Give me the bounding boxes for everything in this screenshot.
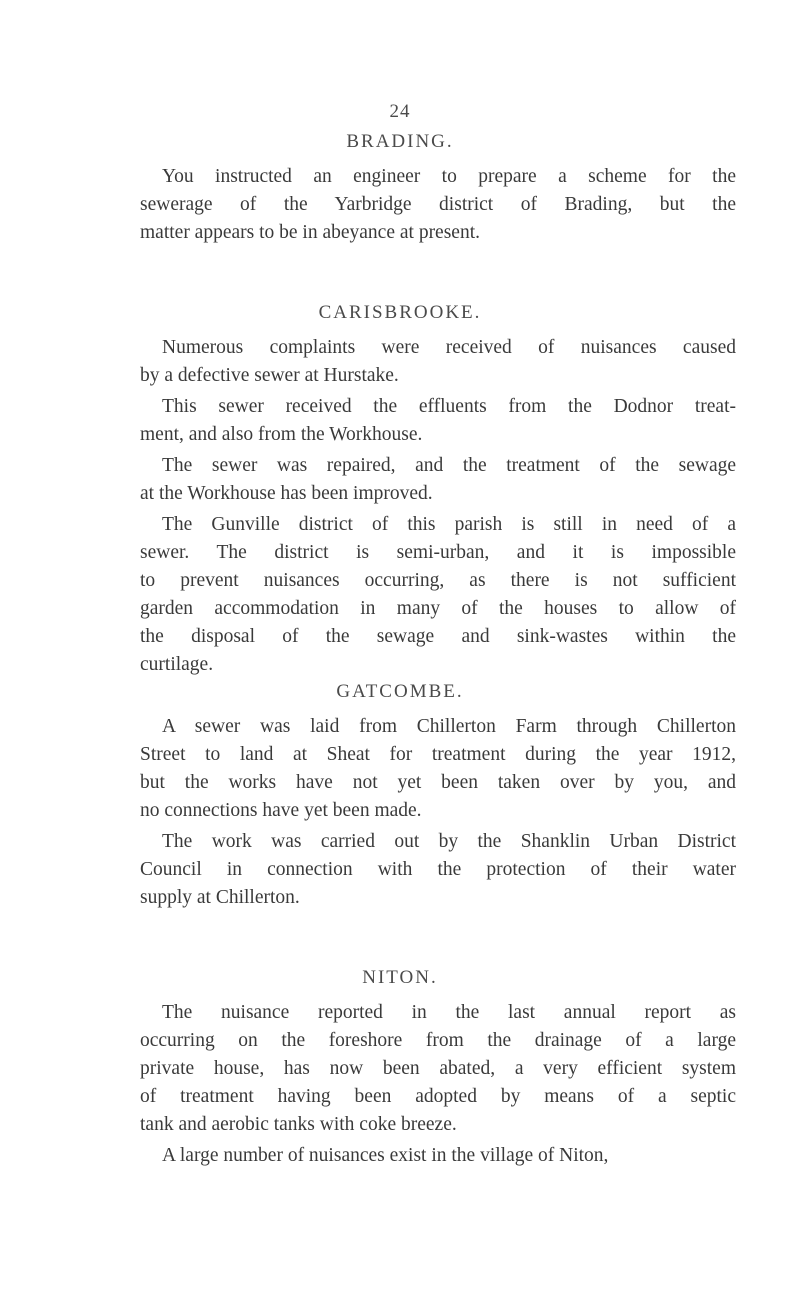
section-heading-gatcombe: GATCOMBE. — [336, 681, 464, 702]
section-heading-brading: BRADING. — [346, 131, 454, 152]
page-number: 24 — [389, 101, 411, 122]
paragraph-gatcombe-1 — [140, 713, 736, 825]
text-line: A large number of nuisances exist in the village of Niton, — [162, 1145, 609, 1166]
text-line: Street to land at Sheat for treatment during the year 1912, — [140, 744, 736, 765]
text-line: You instructed an engineer to prepare a scheme for the — [162, 166, 736, 187]
text-line: no connections have yet been made. — [140, 800, 422, 821]
text-line: The Gunville district of this parish is still in need of a — [162, 514, 736, 535]
text-line: of treatment having been adopted by means of a septic — [140, 1086, 736, 1107]
text-line: The work was carried out by the Shanklin Urban District — [162, 831, 736, 852]
paragraph-carisbrooke-1 — [140, 334, 736, 390]
text-line: The nuisance reported in the last annual report as — [162, 1002, 736, 1023]
text-line: to prevent nuisances occurring, as there is not sufficient — [140, 570, 736, 591]
text-line: occurring on the foreshore from the drainage of a large — [140, 1030, 736, 1051]
section-heading-carisbrooke: CARISBROOKE. — [318, 302, 482, 323]
paragraph-niton-2 — [140, 1142, 736, 1170]
text-line: but the works have not yet been taken over by you, and — [140, 772, 736, 793]
section-heading-niton: NITON. — [362, 967, 438, 988]
text-line: curtilage. — [140, 654, 214, 675]
text-line: A sewer was laid from Chillerton Farm through Chillerton — [162, 716, 736, 737]
paragraph-carisbrooke-3 — [140, 452, 736, 508]
text-line: Council in connection with the protection of their water — [140, 859, 736, 880]
paragraph-brading-1 — [140, 163, 736, 247]
text-line: at the Workhouse has been improved. — [140, 483, 433, 504]
text-line: by a defective sewer at Hurstake. — [140, 365, 399, 386]
paragraph-gatcombe-2 — [140, 828, 736, 912]
text-line: sewer. The district is semi-urban, and it is impossible — [140, 542, 736, 563]
text-line: supply at Chillerton. — [140, 887, 300, 908]
text-line: This sewer received the effluents from the Dodnor treat- — [162, 396, 736, 417]
text-line: private house, has now been abated, a very efficient system — [140, 1058, 736, 1079]
text-line: garden accommodation in many of the houses to allow of — [140, 598, 736, 619]
text-line: Numerous complaints were received of nuisances caused — [162, 337, 736, 358]
text-line: sewerage of the Yarbridge district of Brading, but the — [140, 194, 736, 215]
paragraph-niton-1 — [140, 999, 736, 1139]
paragraph-carisbrooke-4 — [140, 511, 736, 679]
paragraph-carisbrooke-2 — [140, 393, 736, 449]
text-line: tank and aerobic tanks with coke breeze. — [140, 1114, 457, 1135]
text-line: the disposal of the sewage and sink-wastes within the — [140, 626, 736, 647]
text-line: ment, and also from the Workhouse. — [140, 424, 423, 445]
text-line: matter appears to be in abeyance at present. — [140, 222, 481, 243]
text-line: The sewer was repaired, and the treatment of the sewage — [162, 455, 736, 476]
